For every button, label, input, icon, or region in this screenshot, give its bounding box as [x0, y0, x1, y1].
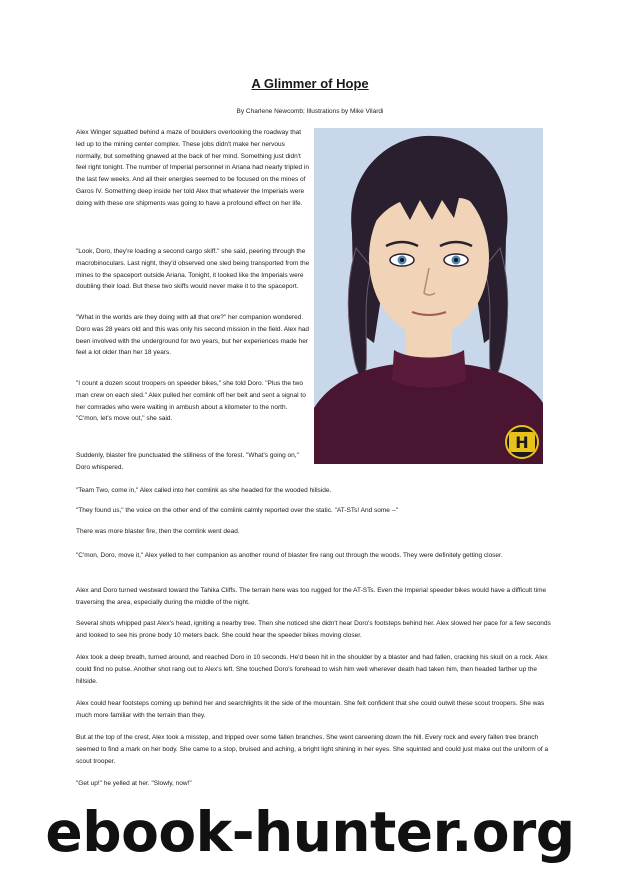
paragraph: But at the top of the crest, Alex took a misstep, and tripped over some fallen branches. She went careening down the hill. Every rock and every fallen tree branch seemed to find a mark on her body. She came to a stop, bruised and aching, a bright light shining in her eyes. She squinted and could just make out the uniform of a scout trooper.	[76, 734, 549, 765]
watermark: ebook-hunter.org	[45, 800, 575, 864]
character-illustration	[314, 128, 543, 464]
paragraph: "They found us," the voice on the other end of the comlink calmly reported over the static. "AT-STs! And some --"	[76, 507, 399, 514]
paragraph: "Team Two, come in," Alex called into her comlink as she headed for the wooded hillside.	[76, 487, 332, 494]
paragraph: "What in the worlds are they doing with all that ore?" her companion wondered. Doro was 28 years old and this was only his second mission in the field. Alex had been involved with the underground for two years, but her experiences made her feel a lot older than her 18 years.	[76, 314, 310, 357]
paragraph: "Look, Doro, they're loading a second cargo skiff." she said, peering through the macrobinoculars. Last night, they'd observed one sled being transported from the mines to the spaceport outside Ariana. Tonight, it looked like the Imperials were doubling their load. But these two skiffs would never make it to the spaceport.	[76, 248, 310, 291]
publisher-logo	[506, 426, 538, 458]
paragraph: "I count a dozen scout troopers on speeder bikes," she told Doro. "Plus the two man crew on each sled." Alex pulled her comlink off her belt and sent a signal to her comrades who were waiting in ambush about a kilometer to the north. "C'mon, let's move out," she said.	[76, 380, 306, 423]
paragraph: Alex Winger squatted behind a maze of boulders overlooking the roadway that led up to the mining center complex. These jobs didn't make her nervous normally, but something gnawed at the back of her mind. Something just didn't feel right tonight. The number of Imperial personnel in Ariana had nearly tripled in the last few weeks. And all their energies seemed to be focused on the mines of Garos IV. Something deep inside her told Alex that whatever the Imperials were doing with these ore shipments was going to have a profound effect on her life.	[76, 129, 309, 207]
paragraph: Alex could hear footsteps coming up behind her and searchlights lit the side of the mountain. She felt confident that she could outwit these scout troopers. She was much more familiar with the terrain than they.	[76, 700, 545, 719]
paragraph: "C'mon, Doro, move it," Alex yelled to her companion as another round of blaster fire rang out through the woods. They were definitely getting closer.	[76, 552, 503, 559]
paragraph: There was more blaster fire, then the comlink went dead.	[76, 528, 240, 535]
paragraph: Alex and Doro turned westward toward the Tahika Cliffs. The terrain here was too rugged for the AT-STs. Even the Imperial speeder bikes would have a difficult time traversing the area, especially during the middle of the night.	[76, 587, 547, 606]
byline: By Charlene Newcomb; Illustrations by Mike Vilardi	[236, 108, 384, 115]
paragraph: Several shots whipped past Alex's head, igniting a nearby tree. Then she noticed she didn't hear Doro's footsteps behind her. Alex slowed her pace for a few seconds and looked to see his prone body 10 meters back. She could hear the speeder bikes moving closer.	[76, 620, 551, 639]
paragraph: Alex took a deep breath, turned around, and reached Doro in 10 seconds. He'd been hit in the shoulder by a blaster and had fallen, cracking his skull on a rock. Alex could find no pulse. Another shot rang out to Alex's left. She touched Doro's forehead to wish him well wherever death had taken him, then headed farther up the hillside.	[76, 654, 548, 685]
story-title: A Glimmer of Hope	[251, 76, 369, 91]
logo-letter: H	[515, 433, 529, 452]
paragraph: "Get up!" he yelled at her. "Slowly, now!"	[76, 780, 192, 787]
paragraph: Suddenly, blaster fire punctuated the stillness of the forest. "What's going on," Doro whispered.	[76, 452, 299, 471]
